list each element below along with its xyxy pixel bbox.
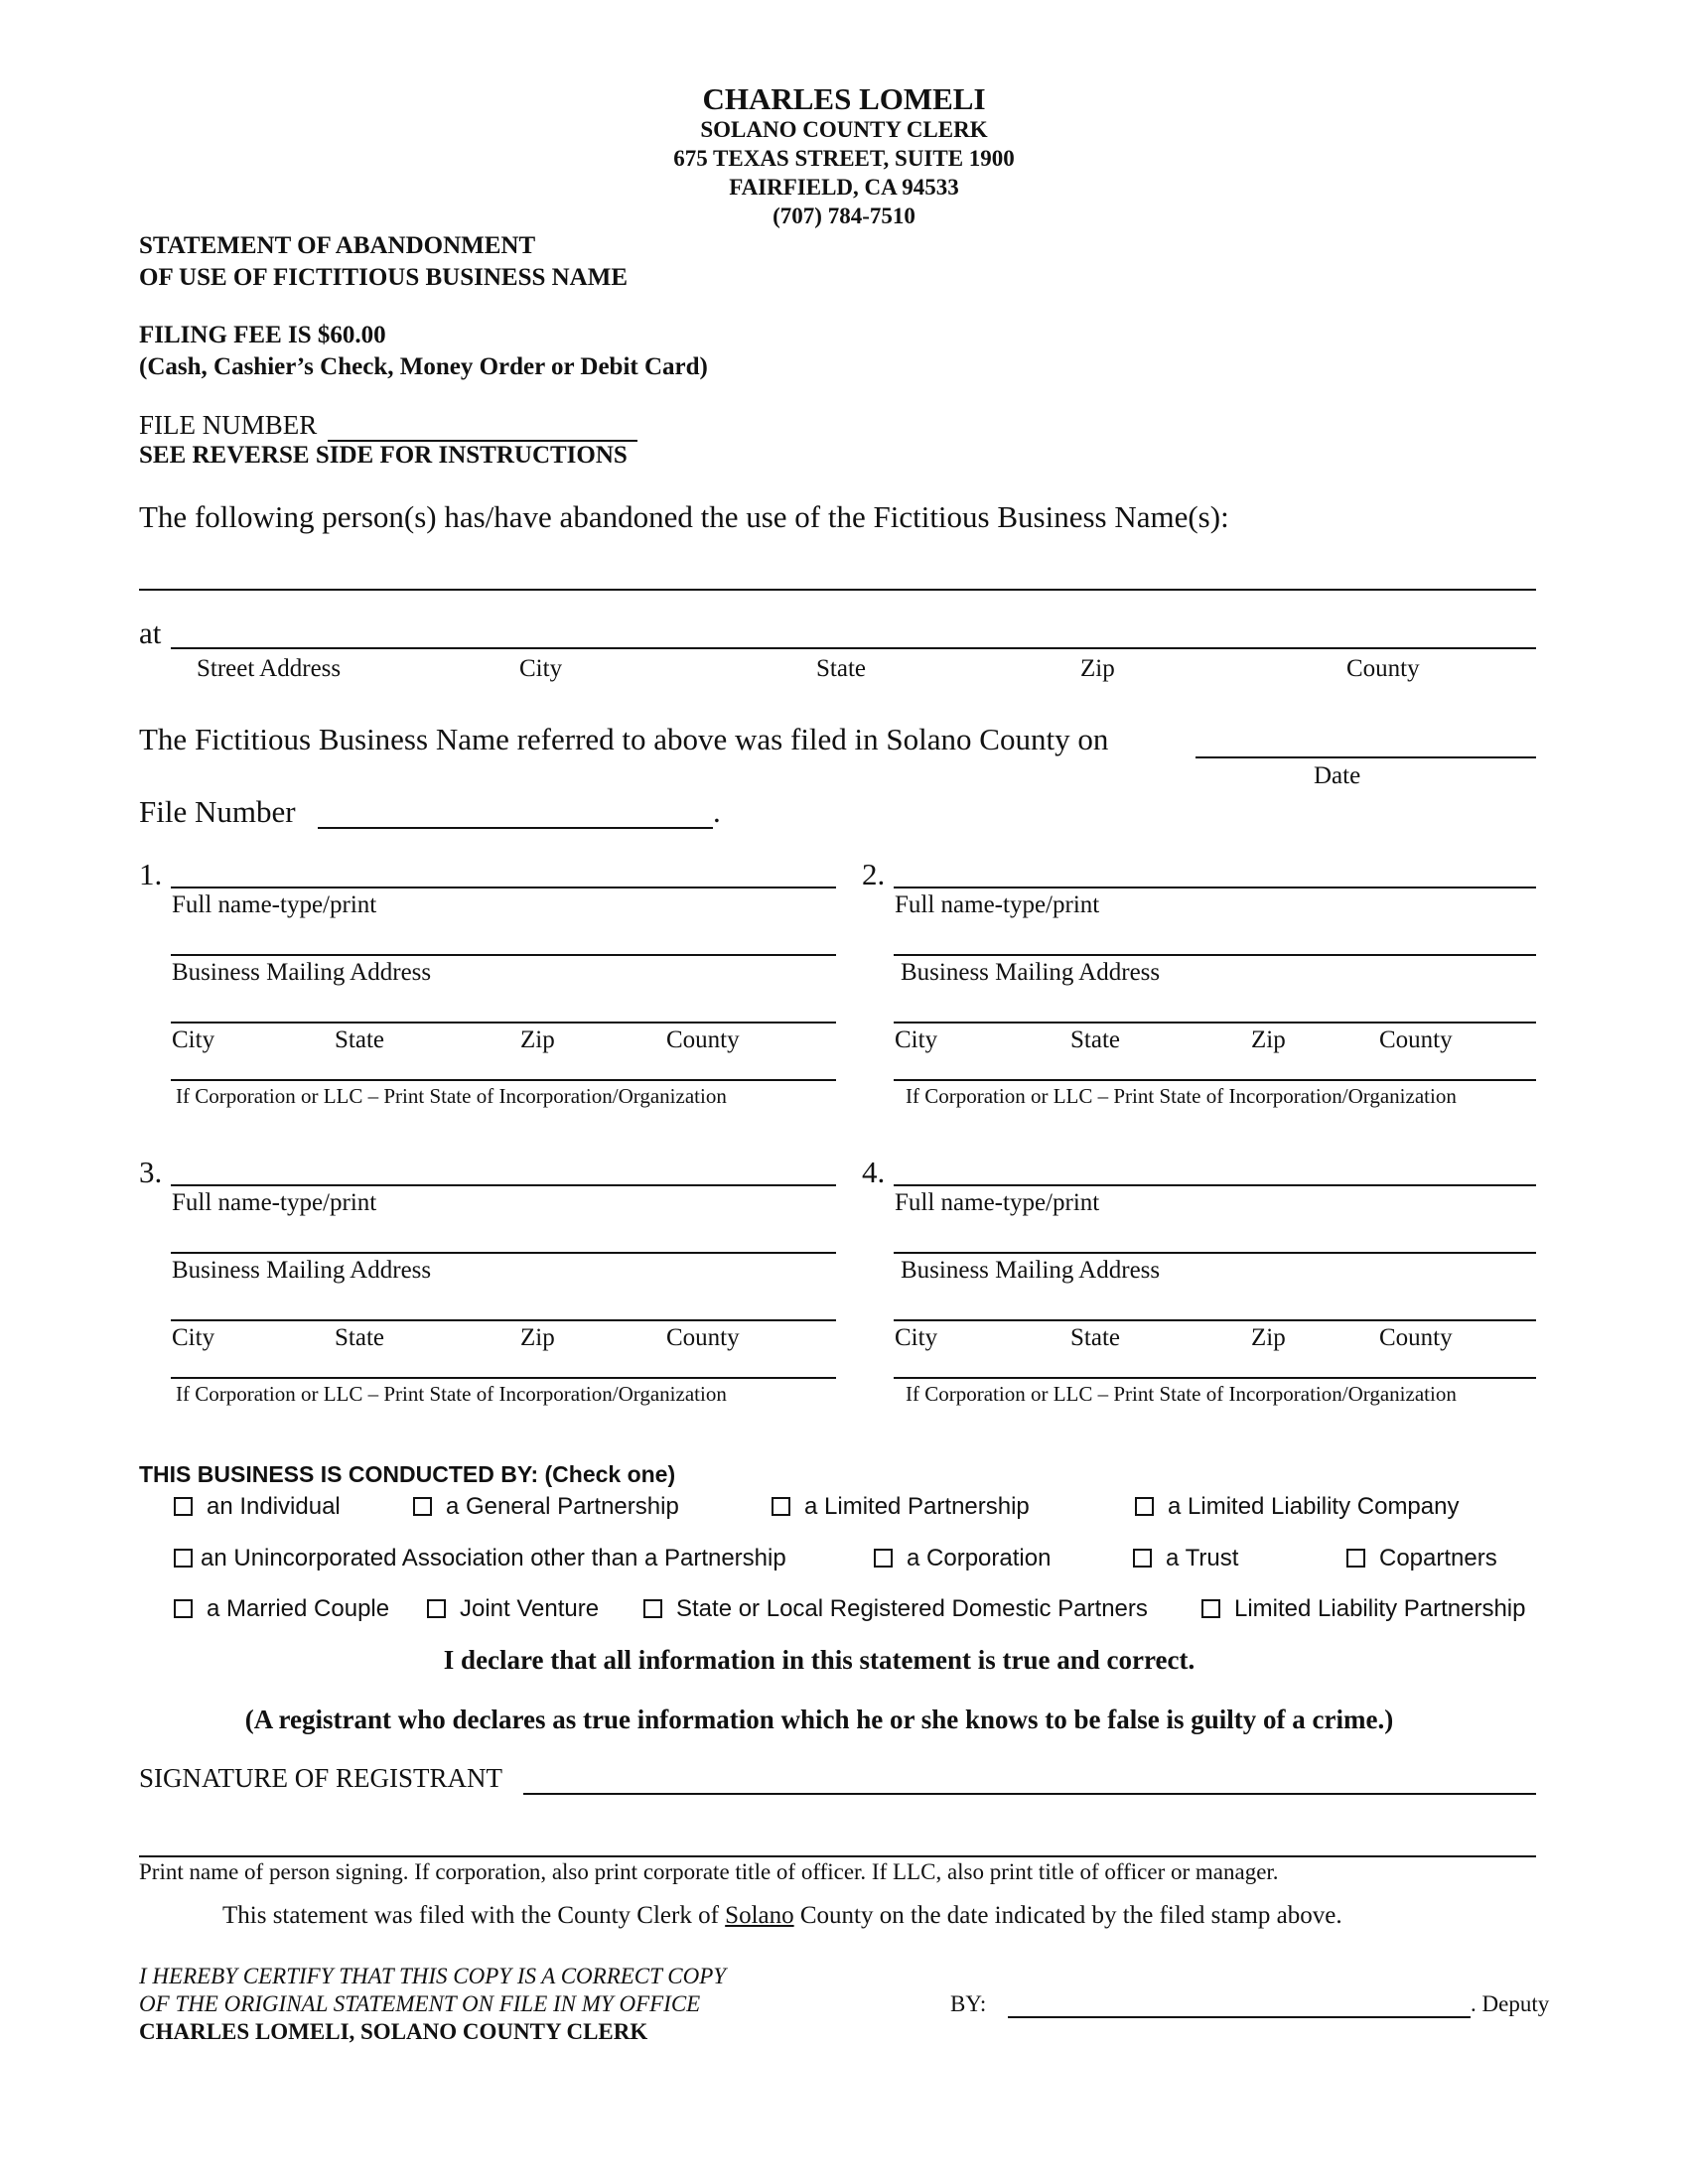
option-individual[interactable]: an Individual bbox=[174, 1493, 341, 1521]
registrant-2-name-field[interactable] bbox=[894, 887, 1536, 888]
by-label: BY: bbox=[950, 1991, 987, 2016]
option-general-partnership[interactable]: a General Partnership bbox=[413, 1493, 679, 1521]
registrant-3-zip-label: Zip bbox=[520, 1324, 555, 1351]
registrant-1-number: 1. bbox=[139, 857, 163, 891]
registrant-2-address-label: Business Mailing Address bbox=[901, 959, 1161, 986]
option-corporation[interactable]: a Corporation bbox=[874, 1545, 1051, 1572]
registrant-4-incorporation-label: If Corporation or LLC – Print State of Incorporation/Organization bbox=[906, 1382, 1457, 1406]
registrant-4-zip-label: Zip bbox=[1251, 1324, 1286, 1351]
registrant-4-address-label: Business Mailing Address bbox=[901, 1257, 1161, 1284]
file-number-label: FILE NUMBER bbox=[139, 410, 318, 440]
registrant-4-county-label: County bbox=[1379, 1324, 1453, 1351]
city-label: City bbox=[519, 655, 563, 682]
registrant-3-incorporation-label: If Corporation or LLC – Print State of Incorporation/Organization bbox=[176, 1382, 727, 1406]
declaration-line1: I declare that all information in this statement is true and correct. bbox=[443, 1645, 1196, 1675]
signature-label: SIGNATURE OF REGISTRANT bbox=[139, 1763, 503, 1793]
registrant-1-incorporation-label: If Corporation or LLC – Print State of Incorporation/Organization bbox=[176, 1084, 727, 1108]
registrant-4-state-label: State bbox=[1070, 1324, 1120, 1351]
conducted-by-heading: THIS BUSINESS IS CONDUCTED BY: (Check one) bbox=[139, 1461, 676, 1487]
signature-field[interactable] bbox=[523, 1793, 1536, 1795]
option-joint-venture[interactable]: Joint Venture bbox=[427, 1595, 599, 1623]
registrant-3-name-field[interactable] bbox=[171, 1184, 836, 1186]
registrant-2-state-label: State bbox=[1070, 1026, 1120, 1053]
instructions-note: SEE REVERSE SIDE FOR INSTRUCTIONS bbox=[139, 442, 628, 469]
county-label: County bbox=[1346, 655, 1420, 682]
registrant-3-number: 3. bbox=[139, 1155, 163, 1189]
registrant-1-address-field[interactable] bbox=[171, 954, 836, 956]
clerk-phone: (707) 784-7510 bbox=[773, 204, 915, 228]
registrant-2-county-label: County bbox=[1379, 1026, 1453, 1053]
option-trust[interactable]: a Trust bbox=[1133, 1545, 1238, 1572]
file-number-field-2[interactable] bbox=[318, 827, 713, 829]
business-name-field[interactable] bbox=[139, 589, 1536, 591]
registrant-1-zip-label: Zip bbox=[520, 1026, 555, 1053]
registrant-1-city-field[interactable] bbox=[171, 1022, 836, 1024]
filed-sentence: The Fictitious Business Name referred to above was filed in Solano County on bbox=[139, 722, 1109, 756]
checkbox-icon[interactable] bbox=[1135, 1497, 1154, 1516]
registrant-1-name-label: Full name-type/print bbox=[172, 891, 377, 918]
option-copartners[interactable]: Copartners bbox=[1346, 1545, 1497, 1572]
registrant-2-incorporation-field[interactable] bbox=[894, 1079, 1536, 1081]
certification-line2: OF THE ORIGINAL STATEMENT ON FILE IN MY OFFICE bbox=[139, 1991, 701, 2016]
registrant-1-county-label: County bbox=[666, 1026, 740, 1053]
registrant-3-city-label: City bbox=[172, 1324, 215, 1351]
option-limited-partnership[interactable]: a Limited Partnership bbox=[772, 1493, 1030, 1521]
state-label: State bbox=[816, 655, 866, 682]
registrant-3-incorporation-field[interactable] bbox=[171, 1377, 836, 1379]
deputy-label: . Deputy bbox=[1471, 1991, 1550, 2016]
registrant-2-name-label: Full name-type/print bbox=[895, 891, 1100, 918]
checkbox-icon[interactable] bbox=[413, 1497, 432, 1516]
registrant-2-incorporation-label: If Corporation or LLC – Print State of Incorporation/Organization bbox=[906, 1084, 1457, 1108]
clerk-name: CHARLES LOMELI bbox=[702, 81, 986, 116]
intro-text: The following person(s) has/have abandoned the use of the Fictitious Business Name(s): bbox=[139, 499, 1229, 534]
registrant-2-city-field[interactable] bbox=[894, 1022, 1536, 1024]
registrant-1-state-label: State bbox=[335, 1026, 384, 1053]
address-field[interactable] bbox=[171, 647, 1536, 649]
registrant-4-city-field[interactable] bbox=[894, 1319, 1536, 1321]
registrant-3-county-label: County bbox=[666, 1324, 740, 1351]
registrant-1-address-label: Business Mailing Address bbox=[172, 959, 432, 986]
certification-line1: I HEREBY CERTIFY THAT THIS COPY IS A CORRECT COPY bbox=[139, 1964, 727, 1988]
checkbox-icon[interactable] bbox=[427, 1599, 446, 1618]
declaration-line2: (A registrant who declares as true information which he or she knows to be false is guilty of a crime.) bbox=[244, 1705, 1394, 1734]
registrant-4-address-field[interactable] bbox=[894, 1252, 1536, 1254]
checkbox-icon[interactable] bbox=[1346, 1549, 1365, 1568]
checkbox-icon[interactable] bbox=[1201, 1599, 1220, 1618]
print-name-note: Print name of person signing. If corporation, also print corporate title of officer. If LLC, also print title of officer or manager. bbox=[139, 1859, 1279, 1884]
registrant-1-incorporation-field[interactable] bbox=[171, 1079, 836, 1081]
registrant-3-address-label: Business Mailing Address bbox=[172, 1257, 432, 1284]
registrant-2-address-field[interactable] bbox=[894, 954, 1536, 956]
registrant-3-city-field[interactable] bbox=[171, 1319, 836, 1321]
filing-fee: FILING FEE IS $60.00 bbox=[139, 322, 386, 348]
print-name-field[interactable] bbox=[139, 1855, 1536, 1857]
option-llc[interactable]: a Limited Liability Company bbox=[1135, 1493, 1459, 1521]
option-unincorporated-association[interactable]: an Unincorporated Association other than a Partnership bbox=[174, 1545, 786, 1572]
registrant-1-name-field[interactable] bbox=[171, 887, 836, 888]
checkbox-icon[interactable] bbox=[874, 1549, 893, 1568]
registrant-1-city-label: City bbox=[172, 1026, 215, 1053]
payment-methods: (Cash, Cashier’s Check, Money Order or Debit Card) bbox=[139, 353, 708, 380]
file-number-period: . bbox=[713, 794, 721, 829]
registrant-3-address-field[interactable] bbox=[171, 1252, 836, 1254]
registrant-4-city-label: City bbox=[895, 1324, 938, 1351]
checkbox-icon[interactable] bbox=[174, 1599, 193, 1618]
option-domestic-partners[interactable]: State or Local Registered Domestic Partners bbox=[643, 1595, 1148, 1623]
deputy-signature-field[interactable] bbox=[1008, 2016, 1471, 2018]
registrant-2-number: 2. bbox=[862, 857, 886, 891]
registrant-3-name-label: Full name-type/print bbox=[172, 1189, 377, 1216]
registrant-4-incorporation-field[interactable] bbox=[894, 1377, 1536, 1379]
clerk-city: FAIRFIELD, CA 94533 bbox=[729, 175, 959, 200]
registrant-2-city-label: City bbox=[895, 1026, 938, 1053]
option-married-couple[interactable]: a Married Couple bbox=[174, 1595, 389, 1623]
registrant-4-name-field[interactable] bbox=[894, 1184, 1536, 1186]
checkbox-icon[interactable] bbox=[174, 1549, 193, 1568]
at-label: at bbox=[139, 615, 162, 650]
checkbox-icon[interactable] bbox=[772, 1497, 790, 1516]
file-number-label-2: File Number bbox=[139, 794, 296, 829]
zip-label: Zip bbox=[1080, 655, 1115, 682]
checkbox-icon[interactable] bbox=[174, 1497, 193, 1516]
certification-line3: CHARLES LOMELI, SOLANO COUNTY CLERK bbox=[139, 2019, 648, 2044]
registrant-2-zip-label: Zip bbox=[1251, 1026, 1286, 1053]
checkbox-icon[interactable] bbox=[643, 1599, 662, 1618]
checkbox-icon[interactable] bbox=[1133, 1549, 1152, 1568]
option-llp[interactable]: Limited Liability Partnership bbox=[1201, 1595, 1525, 1623]
registrant-4-number: 4. bbox=[862, 1155, 886, 1189]
registrant-4-name-label: Full name-type/print bbox=[895, 1189, 1100, 1216]
registrant-3-state-label: State bbox=[335, 1324, 384, 1351]
street-address-label: Street Address bbox=[197, 655, 342, 682]
clerk-street: 675 TEXAS STREET, SUITE 1900 bbox=[673, 146, 1015, 171]
date-label: Date bbox=[1314, 762, 1361, 789]
filed-statement: This statement was filed with the County Clerk of Solano County on the date indicated by the filed stamp above. bbox=[222, 1902, 1342, 1929]
form-title-line1: STATEMENT OF ABANDONMENT bbox=[139, 232, 536, 259]
form-title-line2: OF USE OF FICTITIOUS BUSINESS NAME bbox=[139, 264, 629, 291]
clerk-office: SOLANO COUNTY CLERK bbox=[700, 117, 988, 142]
filed-date-field[interactable] bbox=[1196, 756, 1536, 758]
